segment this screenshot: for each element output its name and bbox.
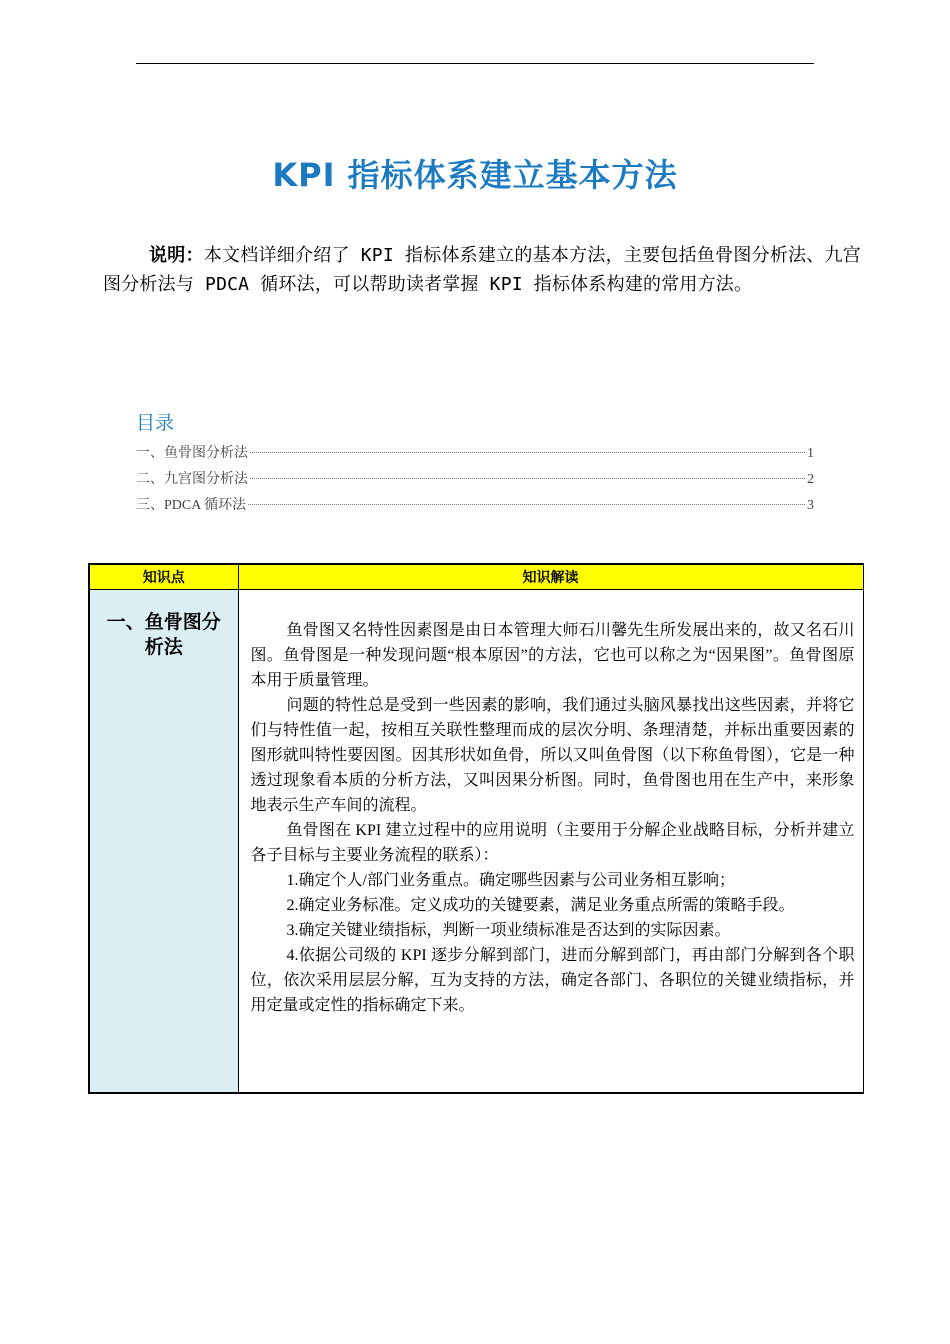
toc-leader-dots [250,452,805,453]
toc-item-page: 3 [807,498,814,513]
toc-item-page: 2 [807,472,814,487]
reading-paragraph: 3.确定关键业绩指标，判断一项业绩标准是否达到的实际因素。 [286,922,731,939]
toc-item[interactable] [136,493,814,519]
header-rule [136,63,814,64]
toc-title: 目录 [136,412,175,434]
knowledge-table [88,563,864,1094]
table-of-contents [136,408,814,519]
toc-item[interactable] [136,467,814,493]
reading-paragraph: 问题的特性总是受到一些因素的影响，我们通过头脑风暴找出这些因素，并将它们与特性值一起，按相互关联性整理而成的层次分明、条理清楚，并标出重要因素的图形就叫特性要因图。因其形状如鱼骨，所以又叫鱼骨图（以下称鱼骨图），它是一种透过现象看本质的分析方法，又叫因果分析图。同时，鱼骨图也用在生产中，来形象地表示生产车间的流程。 [250,697,855,814]
reading-paragraph: 2.确定业务标准。定义成功的关键要素，满足业务重点所需的策略手段。 [286,897,795,914]
toc-item-text: 二、九宫图分析法 [136,472,248,487]
reading-paragraph: 4.依据公司级的 KPI 逐步分解到部门，进而分解到部门，再由部门分解到各个职位，依次采用层层分解，互为支持的方法，确定各部门、各职位的关键业绩指标，并用定量或定性的指标确定下来。 [250,947,855,1014]
toc-item[interactable] [136,441,814,467]
toc-leader-dots [248,504,805,505]
reading-paragraph: 1.确定个人/部门业务重点。确定哪些因素与公司业务相互影响； [286,872,735,889]
table-row [89,590,863,1094]
knowledge-point-cell [89,590,238,1094]
intro-label: 说明： [149,245,204,266]
header-knowledge-reading: 知识解读 [238,564,863,590]
intro-paragraph [103,241,861,299]
knowledge-reading-cell [238,590,863,1094]
toc-item-text: 三、PDCA 循环法 [136,498,247,513]
table-header-row [89,564,863,590]
intro-text: 本文档详细介绍了 KPI 指标体系建立的基本方法，主要包括鱼骨图分析法、九宫图分析法与 PDCA 循环法，可以帮助读者掌握 KPI 指标体系构建的常用方法。 [103,245,861,295]
document-title: KPI 指标体系建立基本方法 [272,156,678,194]
toc-leader-dots [250,478,805,479]
reading-paragraph: 鱼骨图在 KPI 建立过程中的应用说明（主要用于分解企业战略目标，分析并建立各子目标与主要业务流程的联系）： [250,822,855,864]
header-knowledge-point: 知识点 [89,564,238,590]
reading-paragraph: 鱼骨图又名特性因素图是由日本管理大师石川馨先生所发展出来的，故又名石川图。鱼骨图是一种发现问题“根本原因”的方法，它也可以称之为“因果图”。鱼骨图原本用于质量管理。 [250,622,855,689]
knowledge-point-line: 析法 [144,636,183,658]
toc-item-page: 1 [807,446,814,461]
toc-item-text: 一、鱼骨图分析法 [136,446,248,461]
knowledge-point-line: 一、鱼骨图分 [106,611,221,633]
